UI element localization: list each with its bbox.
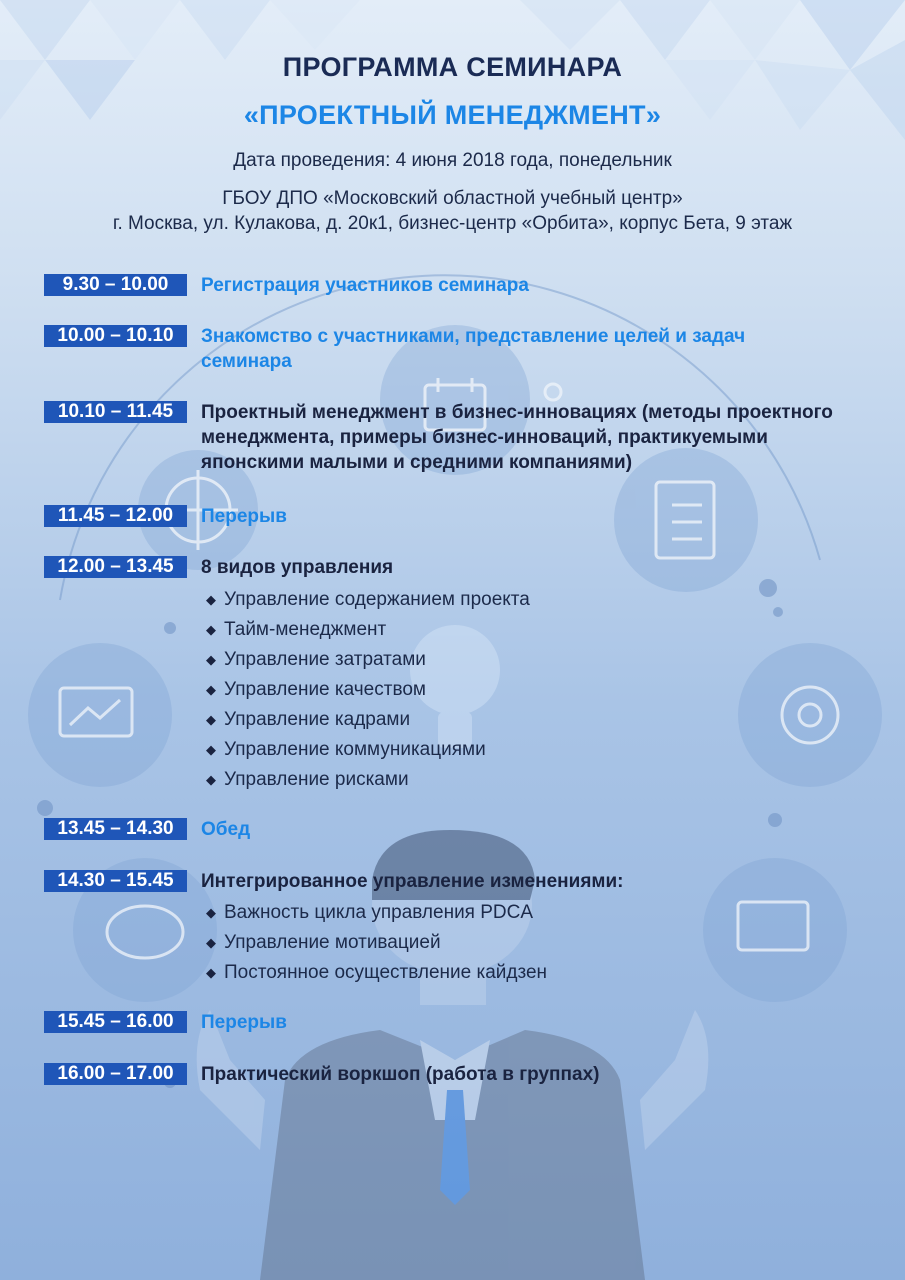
time-badge: 9.30 – 10.00 xyxy=(44,274,187,296)
diamond-bullet-icon: ◆ xyxy=(206,712,216,727)
time-badge: 13.45 – 14.30 xyxy=(44,818,187,840)
diamond-bullet-icon: ◆ xyxy=(206,935,216,950)
diamond-bullet-icon: ◆ xyxy=(206,905,216,920)
list-item: ◆ Управление рисками xyxy=(206,765,530,795)
time-badge: 10.00 – 10.10 xyxy=(44,325,187,347)
list-item: ◆ Управление коммуникациями xyxy=(206,735,530,765)
diamond-bullet-icon: ◆ xyxy=(206,682,216,697)
list-item: ◆ Постоянное осуществление кайдзен xyxy=(206,958,547,988)
session-title: Обед xyxy=(201,819,251,840)
diamond-bullet-icon: ◆ xyxy=(206,622,216,637)
page-title: ПРОГРАММА СЕМИНАРА xyxy=(282,52,623,82)
time-badge: 14.30 – 15.45 xyxy=(44,870,187,892)
session-title: Знакомство с участниками, представление целей и задач семинара xyxy=(201,326,746,372)
session-title: Перерыв xyxy=(201,1012,287,1033)
time-badge: 15.45 – 16.00 xyxy=(44,1011,187,1033)
address: г. Москва, ул. Кулакова, д. 20к1, бизнес-центр «Орбита», корпус Бета, 9 этаж xyxy=(112,213,793,234)
diamond-bullet-icon: ◆ xyxy=(206,742,216,757)
list-item: ◆ Управление затратами xyxy=(206,645,530,675)
list-item: ◆ Управление качеством xyxy=(206,675,530,705)
time-badge: 11.45 – 12.00 xyxy=(44,505,187,527)
session-title: 8 видов управления xyxy=(201,557,394,578)
diamond-bullet-icon: ◆ xyxy=(206,772,216,787)
page-subtitle: «ПРОЕКТНЫЙ МЕНЕДЖМЕНТ» xyxy=(243,100,662,130)
session-title: Регистрация участников семинара xyxy=(201,275,529,296)
list-item: ◆ Управление мотивацией xyxy=(206,928,547,958)
management-types-list xyxy=(206,585,530,795)
session-title: Проектный менеджмент в бизнес-инновациях (методы проектного менеджмента, примеры бизнес-инноваций, практикуемыми японскими малыми и средними компаниями) xyxy=(201,402,833,473)
time-badge: 12.00 – 13.45 xyxy=(44,556,187,578)
time-badge: 10.10 – 11.45 xyxy=(44,401,187,423)
event-date: Дата проведения: 4 июня 2018 года, понедельник xyxy=(233,150,672,171)
list-item: ◆ Управление кадрами xyxy=(206,705,530,735)
change-management-list xyxy=(206,898,547,988)
session-title: Практический воркшоп (работа в группах) xyxy=(201,1064,600,1085)
list-item: ◆ Тайм-менеджмент xyxy=(206,615,530,645)
organization: ГБОУ ДПО «Московский областной учебный центр» xyxy=(222,188,683,209)
time-badge: 16.00 – 17.00 xyxy=(44,1063,187,1085)
diamond-bullet-icon: ◆ xyxy=(206,592,216,607)
session-title: Интегрированное управление изменениями: xyxy=(201,871,624,892)
session-title: Перерыв xyxy=(201,506,287,527)
list-item: ◆ Важность цикла управления PDCA xyxy=(206,898,547,928)
diamond-bullet-icon: ◆ xyxy=(206,965,216,980)
list-item: ◆ Управление содержанием проекта xyxy=(206,585,530,615)
diamond-bullet-icon: ◆ xyxy=(206,652,216,667)
